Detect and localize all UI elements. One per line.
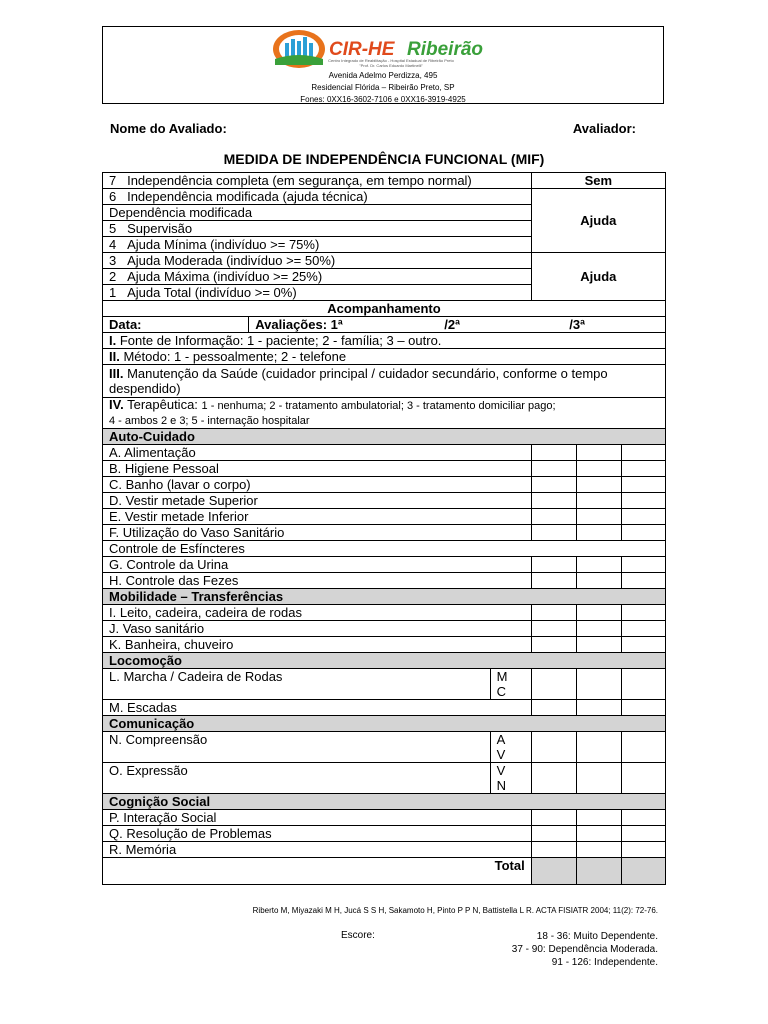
- section-locomotion: Locomoção: [103, 653, 666, 669]
- item-label: I. Leito, cadeira, cadeira de rodas: [103, 605, 532, 621]
- score-cell-1[interactable]: [531, 669, 576, 700]
- item-label: B. Higiene Pessoal: [103, 461, 532, 477]
- score-cell-2[interactable]: [576, 445, 621, 461]
- level-7: 7 Independência completa (em segurança, em tempo normal): [103, 173, 532, 189]
- score-cell-3[interactable]: [621, 700, 665, 716]
- item-label: C. Banho (lavar o corpo): [103, 477, 532, 493]
- svg-text:"Prof. Dr. Carlos Eduardo Mart: "Prof. Dr. Carlos Eduardo Martinelli": [359, 63, 423, 68]
- item-label: R. Memória: [103, 842, 532, 858]
- score-cell-3[interactable]: [621, 621, 665, 637]
- item-label: M. Escadas: [103, 700, 532, 716]
- level-2: 2 Ajuda Máxima (indivíduo >= 25%): [103, 269, 532, 285]
- item-label: N. Compreensão: [103, 732, 491, 763]
- score-cell-3[interactable]: [621, 573, 665, 589]
- followup-heading: Acompanhamento: [103, 301, 666, 317]
- evaluated-label: Nome do Avaliado:: [110, 121, 227, 136]
- score-cell-3[interactable]: [621, 461, 665, 477]
- score-label: Escore:: [341, 930, 375, 941]
- score-cell-3[interactable]: [621, 669, 665, 700]
- score-cell-1[interactable]: [531, 732, 576, 763]
- score-cell-3[interactable]: [621, 557, 665, 573]
- district-line: Residencial Flórida – Ribeirão Preto, SP: [311, 83, 455, 92]
- score-cell-1[interactable]: [531, 842, 576, 858]
- evaluator-label: Avaliador:: [572, 121, 636, 136]
- svg-text:CIR-HE: CIR-HE: [329, 39, 395, 60]
- level-7-row: [103, 173, 666, 189]
- item-label: E. Vestir metade Inferior: [103, 509, 532, 525]
- address-line: Avenida Adelmo Perdizza, 495: [328, 71, 438, 80]
- score-cell-1[interactable]: [531, 493, 576, 509]
- score-cell-2[interactable]: [576, 810, 621, 826]
- section-cognition: Cognição Social: [103, 794, 666, 810]
- score-cell-2[interactable]: [576, 557, 621, 573]
- item-label: A. Alimentação: [103, 445, 532, 461]
- ajuda-label-1: Ajuda: [531, 189, 665, 253]
- section-sphincter: Controle de Esfíncteres: [103, 541, 666, 557]
- total-cell-1[interactable]: [531, 858, 576, 885]
- item-label: Q. Resolução de Problemas: [103, 826, 532, 842]
- score-cell-3[interactable]: [621, 445, 665, 461]
- score-cell-3[interactable]: [621, 509, 665, 525]
- score-cell-1[interactable]: [531, 525, 576, 541]
- score-range-2: 37 - 90: Dependência Moderada.: [511, 944, 658, 955]
- score-cell-1[interactable]: [531, 557, 576, 573]
- total-cell-3[interactable]: [621, 858, 665, 885]
- date-label[interactable]: Data:: [103, 317, 249, 333]
- score-cell-3[interactable]: [621, 605, 665, 621]
- phones-line: Fones: 0XX16-3602-7106 e 0XX16-3919-4925: [300, 95, 466, 104]
- total-cell-2[interactable]: [576, 858, 621, 885]
- score-cell-1[interactable]: [531, 461, 576, 477]
- score-cell-1[interactable]: [531, 826, 576, 842]
- level-4: 4 Ajuda Mínima (indivíduo >= 75%): [103, 237, 532, 253]
- score-cell-3[interactable]: [621, 525, 665, 541]
- score-cell-2[interactable]: [576, 525, 621, 541]
- score-cell-3[interactable]: [621, 842, 665, 858]
- dep-mod-label: Dependência modificada: [103, 205, 532, 221]
- sem-label: Sem: [531, 173, 665, 189]
- item-label: O. Expressão: [103, 763, 491, 794]
- score-cell-2[interactable]: [576, 763, 621, 794]
- item-label: D. Vestir metade Superior: [103, 493, 532, 509]
- score-cell-2[interactable]: [576, 605, 621, 621]
- score-cell-1[interactable]: [531, 621, 576, 637]
- score-cell-2[interactable]: [576, 509, 621, 525]
- mif-table: [102, 172, 666, 885]
- score-cell-1[interactable]: [531, 573, 576, 589]
- clinic-logo: [271, 29, 497, 69]
- level-5: 5 Supervisão: [103, 221, 532, 237]
- reference-citation: Riberto M, Miyazaki M H, Jucá S S H, Sakamoto H, Pinto P P N, Battistella L R. ACTA FISIATR 2004; 11(2): 72-76.: [252, 906, 658, 915]
- method: II. Método: 1 - pessoalmente; 2 - telefone: [103, 349, 666, 365]
- evaluations-label[interactable]: Avaliações: 1ª /2ª /3ª: [249, 317, 666, 333]
- level-3: 3 Ajuda Moderada (indivíduo >= 50%): [103, 253, 532, 269]
- score-cell-1[interactable]: [531, 445, 576, 461]
- score-cell-2[interactable]: [576, 700, 621, 716]
- therapeutics: IV. Terapêutica: 1 - nenhuma; 2 - tratamento ambulatorial; 3 - tratamento domiciliar pago; 4 - ambos 2 e 3; 5 - internação hospitalar: [103, 398, 666, 429]
- level-6: 6 Independência modificada (ajuda técnica): [103, 189, 532, 205]
- score-range-3: 91 - 126: Independente.: [551, 957, 658, 968]
- ajuda-label-2: Ajuda: [531, 253, 665, 301]
- item-label: P. Interação Social: [103, 810, 532, 826]
- svg-text:Centro Integrado de Reabilitaç: Centro Integrado de Reabilitação - Hospital Estadual de Ribeirão Preto: [328, 58, 454, 63]
- mode-code: V N: [490, 763, 531, 794]
- mode-code: M C: [490, 669, 531, 700]
- score-cell-1[interactable]: [531, 477, 576, 493]
- score-cell-3[interactable]: [621, 637, 665, 653]
- score-scale: [470, 930, 658, 969]
- score-range-1: 18 - 36: Muito Dependente.: [536, 931, 658, 942]
- level-1: 1 Ajuda Total (indivíduo >= 0%): [103, 285, 532, 301]
- form-title: MEDIDA DE INDEPENDÊNCIA FUNCIONAL (MIF): [223, 151, 545, 167]
- item-label: L. Marcha / Cadeira de Rodas: [103, 669, 491, 700]
- section-communication: Comunicação: [103, 716, 666, 732]
- score-cell-2[interactable]: [576, 573, 621, 589]
- score-cell-2[interactable]: [576, 493, 621, 509]
- score-cell-2[interactable]: [576, 461, 621, 477]
- score-cell-2[interactable]: [576, 669, 621, 700]
- score-cell-2[interactable]: [576, 732, 621, 763]
- score-cell-3[interactable]: [621, 826, 665, 842]
- score-cell-2[interactable]: [576, 826, 621, 842]
- score-cell-3[interactable]: [621, 763, 665, 794]
- item-label: G. Controle da Urina: [103, 557, 532, 573]
- score-cell-3[interactable]: [621, 493, 665, 509]
- score-cell-1[interactable]: [531, 509, 576, 525]
- score-cell-2[interactable]: [576, 621, 621, 637]
- score-cell-2[interactable]: [576, 637, 621, 653]
- score-cell-3[interactable]: [621, 810, 665, 826]
- score-cell-1[interactable]: [531, 637, 576, 653]
- item-label: H. Controle das Fezes: [103, 573, 532, 589]
- svg-text:Ribeirão: Ribeirão: [407, 39, 484, 60]
- score-cell-1[interactable]: [531, 763, 576, 794]
- item-label: J. Vaso sanitário: [103, 621, 532, 637]
- mode-code: A V: [490, 732, 531, 763]
- score-cell-3[interactable]: [621, 732, 665, 763]
- score-cell-1[interactable]: [531, 810, 576, 826]
- score-cell-1[interactable]: [531, 605, 576, 621]
- section-self-care: Auto-Cuidado: [103, 429, 666, 445]
- health-maintenance: III. Manutenção da Saúde (cuidador principal / cuidador secundário, conforme o tempo despendido): [103, 365, 666, 398]
- info-source: I. Fonte de Informação: 1 - paciente; 2 - família; 3 – outro.: [103, 333, 666, 349]
- score-cell-1[interactable]: [531, 700, 576, 716]
- score-cell-3[interactable]: [621, 477, 665, 493]
- clinic-header: [102, 26, 664, 104]
- total-label: Total: [103, 858, 532, 885]
- score-cell-2[interactable]: [576, 842, 621, 858]
- item-label: F. Utilização do Vaso Sanitário: [103, 525, 532, 541]
- item-label: K. Banheira, chuveiro: [103, 637, 532, 653]
- level-6-row: [103, 189, 666, 205]
- score-cell-2[interactable]: [576, 477, 621, 493]
- section-mobility: Mobilidade – Transferências: [103, 589, 666, 605]
